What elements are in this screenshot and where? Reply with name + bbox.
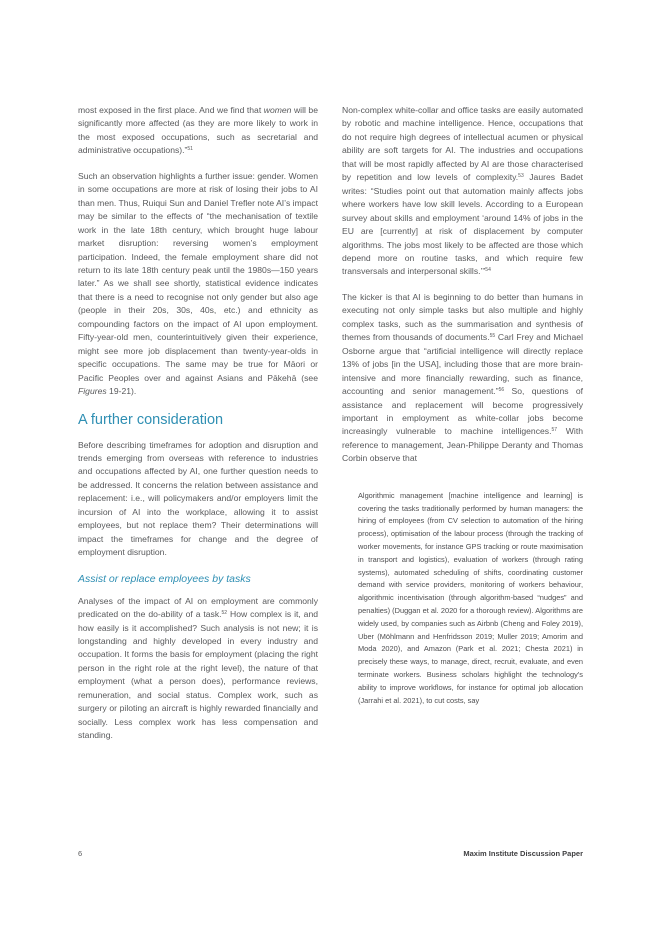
paragraph: most exposed in the first place. And we find that women will be significantly more affected (as they are more likely to work in the most exposed occupations, such as secretarial and administrative occupations).”$^{51}$	[78, 105, 318, 156]
quote-text: Algorithmic management [machine intelligence and learning] is covering the tasks traditionally performed by human managers: the hiring of employees (from CV selection to automation of the hiring process), optimisation of the labour process (through the tracking of worker movements, for instance GPS tracking or route maximisation in transport and logistics), evaluation of workers (through rating systems), automated scheduling of shifts, coordinating customer demand with service providers, monitoring of workers behaviour, algorithmic incentivisation (through algorithm-based “nudges” and penalties) (Duggan et al. 2020 for a thorough review). Algorithms are widely used, by companies such as Airbnb (Cheng and Foley 2019), Uber (Möhlmann and Henfridsson 2019; Muller 2019; Amorim and Moda 2020), and Amazon (Park et al. 2021; Chesta 2021) in precisely these ways, to manage, direct, recruit, evaluate, and even terminate workers. Business scholars highlight the technology’s ability to improve workflows, for instance for optimal job allocation (Jarrahi et al. 2021), to cut costs, say	[358, 490, 583, 705]
right-column	[342, 104, 583, 707]
paragraph: Such an observation highlights a further issue: gender. Women in some occupations are more at risk of losing their jobs to AI than men. Thus, Ruiqui Sun and Daniel Trefler note AI’s impact may be similar to the effects of “the mechanisation of textile work in the late 18th century, which brought huge labour market disruption: reversing women’s employment participation. Indeed, the female employment share did not return to its late 18th century peak until the 1980s—150 years later.” As we shall see shortly, statistical evidence indicates that there is a need to recognise not only gender but also age (people in their 20s, 30s, 40s, etc.) and ethnicity as compounding factors on the impact of AI upon employment. Fifty-year-old men, counterintuitively given their experience, might see more job displacement than twenty-year-olds in specific occupations. The same may be true for Māori or Pacific Peoples over and against Asians and Pākehā (see Figures 19-21).	[78, 170, 318, 397]
paragraph: Before describing timeframes for adoption and disruption and trends emerging from overseas with reference to industries and occupations affected by AI, one further question needs to be addressed. It concerns the relation between assistance and replacement: i.e., will policymakers and/or employers limit the incursion of AI into the workplace, allowing it to assist employees, but not replace them? Their determinations will impact the timeframes for change and the degree of employment disruption.	[78, 439, 318, 558]
publication-title: Maxim Institute Discussion Paper	[463, 849, 583, 858]
paragraph: The kicker is that AI is beginning to do better than humans in executing not only simple tasks but also multiple and highly complex tasks, such as the summarisation and synthesis of themes from thousands of documents.$^{55}$ Carl Frey and Michael Osborne argue that “artificial intelligence will directly replace 13% of jobs [in the USA], including those that are more brain-intensive and more financially rewarding, such as finance, accounting and senior management.”$^{56}$ So, questions of assistance and replacement will become progressively important in employment as white-collar jobs become increasingly vulnerable to machine intelligences.$^{57}$ With reference to management, Jean-Philippe Deranty and Thomas Corbin observe that	[342, 291, 583, 464]
paragraph: Non-complex white-collar and office tasks are easily automated by robotic and machine intelligence. Hence, occupations that do not require high degrees of intellectual acumen or physical ability are soft targets for AI. The industries and occupations that will be most rapidly affected by AI are those characterised by repetition and low levels of complexity.$^{53}$ Jaures Badet writes: “Studies point out that automation mainly affects jobs where workers have low skill levels. According to a European survey about skills and employment ‘around 14% of jobs in the EU are [currently] at risk of displacement by computer algorithms. The jobs most likely to be affected are those which depend more on routine tasks, and which require few transversals and interpersonal skills.’”$^{54}$	[342, 105, 583, 277]
subsection-heading: Assist or replace employees by tasks	[78, 572, 251, 585]
page-number: 6	[78, 849, 83, 858]
section-heading: A further consideration	[78, 411, 224, 428]
paragraph: Analyses of the impact of AI on employment are commonly predicated on the do-ability of a task.$^{52}$ How complex is it, and how easily is it accomplished? Such analysis is not new; it is longstanding and highly developed in every industry and occupation. It forms the basis for employment (placing the right person in the right role at the right level), the nature of that employment (what a person does), performance reviews, remuneration, and social status. Complex work, such as surgery or piloting an aircraft is highly rewarded financially and socially. Less complex work has less compensation and standing.	[78, 595, 319, 741]
block-quote	[358, 490, 583, 708]
left-column	[78, 104, 318, 755]
